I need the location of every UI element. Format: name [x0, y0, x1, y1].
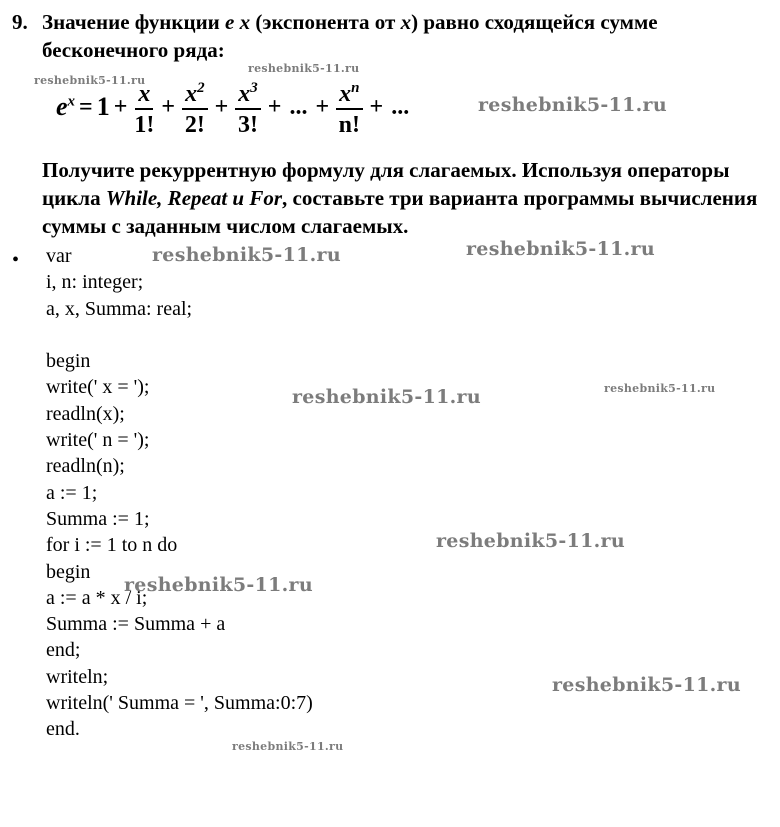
instruction-loops: While, Repeat и For: [105, 186, 283, 210]
watermark: reshebnik5-11.ru: [478, 94, 667, 116]
code-line: writeln(' Summa = ', Summa:0:7): [46, 692, 313, 715]
pascal-program: [46, 243, 446, 743]
watermark: reshebnik5-11.ru: [552, 674, 741, 696]
formula-plus: +: [369, 93, 384, 120]
code-line: i, n: integer;: [46, 271, 144, 294]
formula-plus: +: [113, 93, 128, 120]
code-line: write(' n = ');: [46, 429, 150, 452]
formula-plus: +: [161, 93, 176, 120]
code-line: readln(n);: [46, 455, 125, 478]
code-line: write(' x = ');: [46, 376, 150, 399]
instruction-text-2: , составьте три варианта программы вычисления суммы с заданным числом слагаемых.: [42, 186, 758, 238]
watermark: reshebnik5-11.ru: [124, 574, 313, 596]
task-number: 9.: [12, 10, 28, 34]
code-line: a, x, Summa: real;: [46, 297, 193, 320]
heading-variable: x: [400, 10, 412, 34]
formula-ellipsis: ...: [289, 93, 308, 120]
formula-plus: +: [267, 93, 282, 120]
heading-text-1: Значение функции: [42, 10, 220, 34]
watermark: reshebnik5-11.ru: [232, 740, 344, 753]
code-line: a := 1;: [46, 481, 98, 504]
formula-ellipsis: ...: [391, 93, 410, 120]
watermark: reshebnik5-11.ru: [248, 62, 360, 75]
code-line: readln(x);: [46, 402, 125, 425]
formula-first-term: 1: [96, 92, 110, 121]
code-line: writeln;: [46, 665, 109, 688]
code-line: a := a * x / i;: [46, 586, 148, 609]
code-line: Summa := 1;: [46, 507, 150, 530]
code-line: [46, 322, 446, 348]
formula-equals: =: [79, 93, 93, 120]
formula-term-n: $\frac{x^n}{n!}$: [336, 74, 362, 140]
formula-term-1: $\frac{x}{1!}$: [134, 74, 154, 140]
code-line: for i := 1 to n do: [46, 534, 178, 557]
heading-text-2: (экспонента от: [255, 10, 396, 34]
heading-line-2: бесконечного ряда:: [42, 38, 225, 62]
bullet-icon: •: [12, 249, 20, 271]
code-line: Summa := Summa + a: [46, 613, 226, 636]
heading-text-3: ) равно сходящейся сумме: [411, 10, 658, 34]
watermark: reshebnik5-11.ru: [436, 530, 625, 552]
formula-plus: +: [214, 93, 229, 120]
code-line: begin: [46, 350, 91, 373]
formula-plus: +: [315, 93, 330, 120]
watermark: reshebnik5-11.ru: [604, 382, 716, 395]
heading-function: e x: [225, 10, 251, 34]
formula-lhs: $e^x$: [56, 92, 76, 121]
code-line: end;: [46, 639, 81, 662]
formula-term-2: $\frac{x^2}{2!}$: [182, 74, 208, 140]
code-line: begin: [46, 560, 91, 583]
task-heading: [12, 8, 772, 64]
watermark: reshebnik5-11.ru: [466, 238, 655, 260]
instruction-text-1: Получите рекуррентную формулу для слагаемых. Используя операторы цикла: [42, 158, 730, 210]
code-line: end.: [46, 718, 80, 741]
watermark: reshebnik5-11.ru: [152, 244, 341, 266]
code-line: var: [46, 245, 72, 267]
formula-term-3: $\frac{x^3}{3!}$: [235, 74, 261, 140]
watermark: reshebnik5-11.ru: [292, 386, 481, 408]
watermark: reshebnik5-11.ru: [34, 74, 146, 87]
task-instruction: [42, 156, 772, 240]
